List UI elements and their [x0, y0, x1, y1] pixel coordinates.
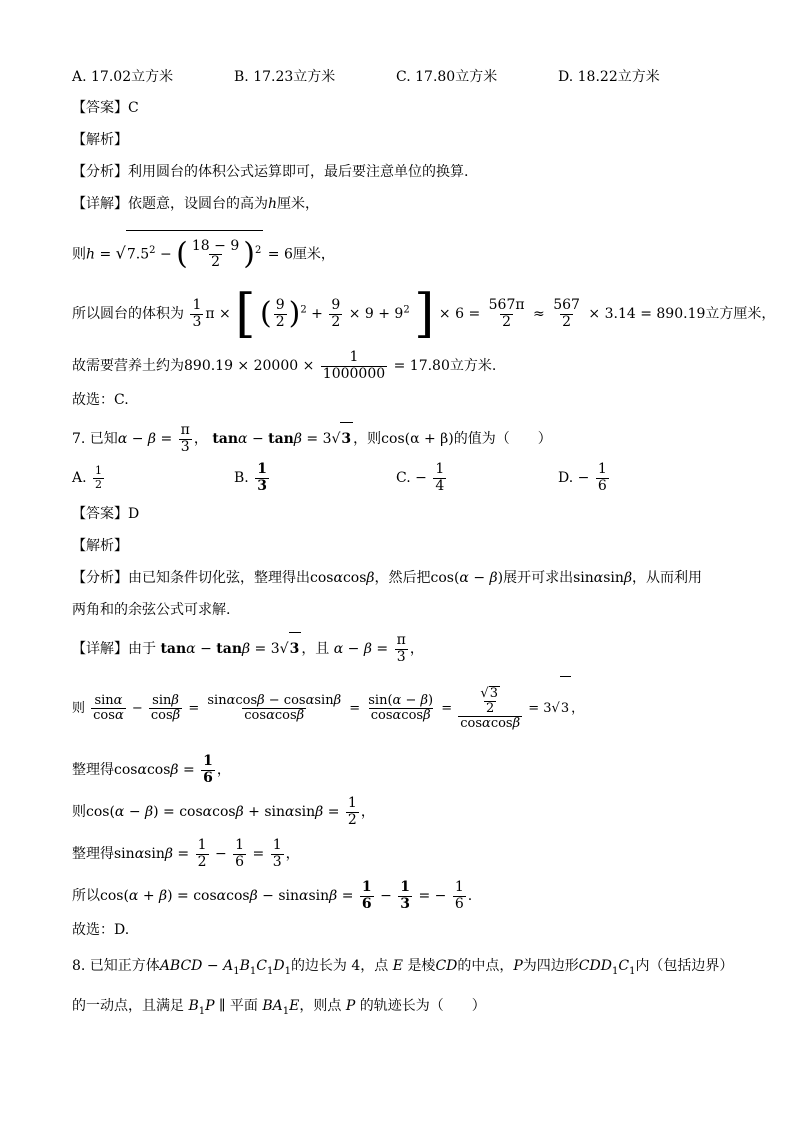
q7-derivation-4: 整理得sinαsinβ = $\frac{1}{2}$ − $\frac{1}{6}$ = $\frac{1}{3}$ ， — [72, 837, 300, 870]
q7-option-d: D. − $\frac{1}{6}$ — [558, 461, 607, 494]
q8-stem-line1: 8. 已知正方体ABCD − $A_1B_1C_1D_1$的边长为 4，点 E 是棱CD的中点，P为四边形$CDD_1C_1$内（包括边界） — [72, 958, 734, 977]
q6-fenxi: 【分析】利用圆台的体积公式运算即可，最后要注意单位的换算. — [72, 164, 469, 180]
q6-choose: 故选：C. — [72, 392, 129, 408]
q7-option-a: A. $\frac{1}{2}$ — [72, 464, 103, 491]
q7-stem: 7. 已知α − β = $\frac{\pi}{3}$ ， tanα − tanβ = 3√3 ，则cos(α + β)的值为（ ） — [72, 422, 552, 455]
q7-xiangjie: 【详解】由于 tanα − tanβ = 3√3 ，且 α − β = $\frac{\pi}{3}$ ， — [72, 632, 424, 665]
q6-soil-formula: 故需要营养土约为890.19 × 20000 × $\frac{1}{1000000}$ = 17.80立方米. — [72, 349, 497, 382]
q6-volume-formula: 所以圆台的体积为 $\frac{1}{3}$ π × [ ( $\frac{9}{2}$ )$^2$ + $\frac{9}{2}$ × $9 + 9^2$ ] × 6 = $\frac{567\pi}{2}$ ≈ $\frac{567}{2}$ × 3.14 = 890.19立方厘米， — [72, 284, 776, 344]
q7-option-c: C. − $\frac{1}{4}$ — [396, 461, 445, 494]
q6-option-c: C. 17.80立方米 — [396, 69, 498, 85]
q6-option-b: B. 17.23立方米 — [234, 69, 336, 85]
q7-derivation-2: 整理得cosαcosβ = $\frac{1}{6}$ ， — [72, 753, 231, 786]
q7-analysis-tag: 【解析】 — [72, 538, 128, 554]
q7-derivation-1: 则 $\frac{\sin\alpha}{\cos\alpha}$ − $\frac{\sin\beta}{\cos\beta}$ = $\frac{\sin\alpha\cos\beta - \cos\alpha\sin\beta}{\cos\alpha\cos\beta}$ = $\frac{\sin(\alpha - \beta)}{\cos\alpha\cos\beta}$ = $\frac{\frac{√3}{2}}{\cos\alpha\cos\beta}$ = 3√3 ， — [72, 676, 584, 741]
q6-option-d: D. 18.22立方米 — [558, 69, 660, 85]
q7-option-b: B. $\frac{1}{3}$ — [234, 461, 267, 494]
q6-height-formula: 则$h = √7.5^2$ − ( $\frac{18 - 9}{2}$ )$^2$ = 6厘米， — [72, 230, 335, 275]
q7-derivation-3: 则cos(α − β) = cosαcosβ + sinαsinβ = $\frac{1}{2}$ ， — [72, 795, 375, 828]
q6-analysis-tag: 【解析】 — [72, 132, 128, 148]
q7-choose: 故选：D. — [72, 922, 130, 938]
q7-derivation-5: 所以cos(α + β) = cosαcosβ − sinαsinβ = $\frac{1}{6}$ − $\frac{1}{3}$ = − $\frac{1}{6}$ . — [72, 879, 473, 912]
q7-answer: 【答案】D — [72, 506, 140, 522]
q7-fenxi-line2: 两角和的余弦公式可求解. — [72, 602, 231, 618]
q6-xiangjie: 【详解】依题意，设圆台的高为h厘米， — [72, 196, 320, 212]
q6-option-a: A. 17.02立方米 — [72, 69, 174, 85]
q7-fenxi: 【分析】由已知条件切化弦，整理得出cosαcosβ，然后把cos(α − β)展开可求出sinαsinβ，从而利用 — [72, 570, 703, 586]
q8-stem-line2: 的一动点，且满足 $B_1P$ ∥ 平面 $BA_1E$，则点 P 的轨迹长为（ ） — [72, 998, 486, 1017]
q6-answer: 【答案】C — [72, 100, 139, 116]
